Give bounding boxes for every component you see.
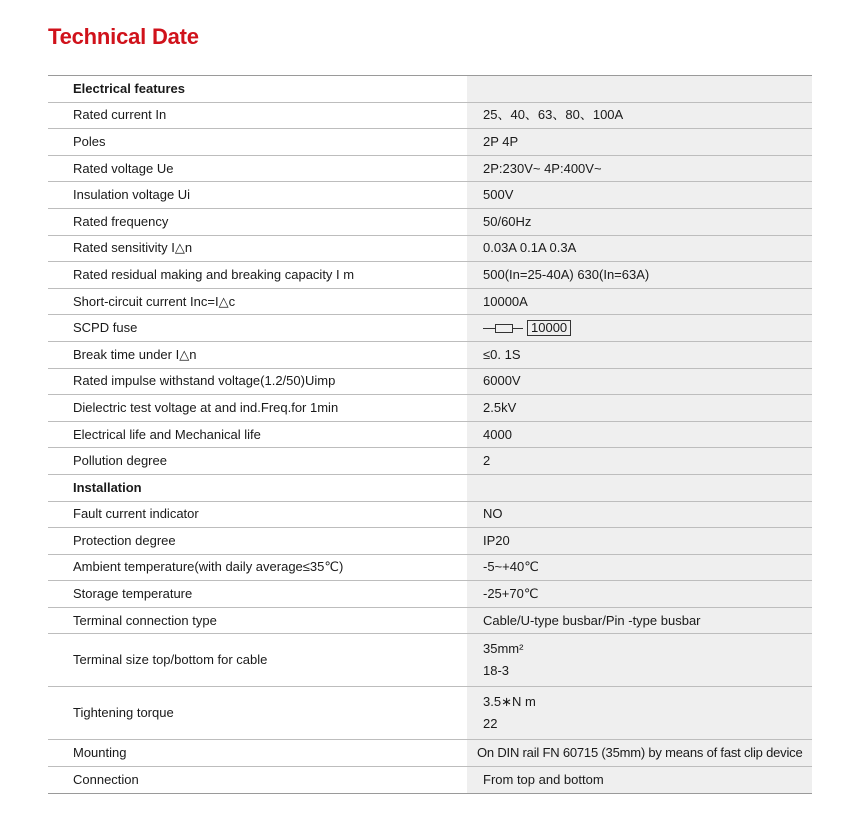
table-row bbox=[48, 395, 812, 422]
table-row bbox=[48, 528, 812, 555]
row-value: IP20 bbox=[467, 528, 812, 555]
row-value: 2 bbox=[467, 448, 812, 475]
row-value: 2P:230V~ 4P:400V~ bbox=[467, 155, 812, 182]
table-row bbox=[48, 129, 812, 156]
row-label: Rated sensitivity I△n bbox=[48, 235, 467, 262]
row-label: Ambient temperature(with daily average≤35℃) bbox=[48, 554, 467, 581]
row-label: Electrical life and Mechanical life bbox=[48, 421, 467, 448]
table-row bbox=[48, 102, 812, 129]
row-value: 3.5∗N m bbox=[483, 694, 536, 710]
row-value: 2P 4P bbox=[467, 129, 812, 156]
table-row bbox=[48, 767, 812, 794]
row-label: Connection bbox=[48, 767, 467, 794]
table-row bbox=[48, 554, 812, 581]
row-label: Rated voltage Ue bbox=[48, 155, 467, 182]
table-row bbox=[48, 740, 812, 767]
table-row bbox=[48, 581, 812, 608]
row-label: Rated impulse withstand voltage(1.2/50)Uimp bbox=[48, 368, 467, 395]
table-row bbox=[48, 235, 812, 262]
row-value-secondary: 18-3 bbox=[483, 663, 510, 679]
table-row bbox=[48, 182, 812, 209]
section-header-installation bbox=[48, 474, 812, 501]
row-value: 500V bbox=[467, 182, 812, 209]
row-value: 4000 bbox=[467, 421, 812, 448]
table-row bbox=[48, 501, 812, 528]
row-value: From top and bottom bbox=[467, 767, 812, 794]
table-row bbox=[48, 155, 812, 182]
section-heading: Electrical features bbox=[48, 76, 467, 103]
row-label: Terminal size top/bottom for cable bbox=[48, 634, 467, 687]
table-row bbox=[48, 368, 812, 395]
row-value: -5~+40℃ bbox=[467, 554, 812, 581]
table-row bbox=[48, 208, 812, 235]
row-value: 2.5kV bbox=[467, 395, 812, 422]
section-heading: Installation bbox=[48, 474, 467, 501]
row-value: ≤0. 1S bbox=[467, 341, 812, 368]
table-row bbox=[48, 315, 812, 342]
row-value: 50/60Hz bbox=[467, 208, 812, 235]
row-label: Rated frequency bbox=[48, 208, 467, 235]
row-value: NO bbox=[467, 501, 812, 528]
row-label: Rated current In bbox=[48, 102, 467, 129]
row-value: -25+70℃ bbox=[467, 581, 812, 608]
row-value: 25、40、63、80、100A bbox=[467, 102, 812, 129]
table-row bbox=[48, 448, 812, 475]
row-label: Tightening torque bbox=[48, 687, 467, 740]
row-label: Rated residual making and breaking capacity I m bbox=[48, 262, 467, 289]
table-row bbox=[48, 288, 812, 315]
table-row bbox=[48, 341, 812, 368]
row-value: On DIN rail FN 60715 (35mm) by means of fast clip device bbox=[467, 740, 812, 767]
row-label: Dielectric test voltage at and ind.Freq.for 1min bbox=[48, 395, 467, 422]
row-label: Poles bbox=[48, 129, 467, 156]
row-label: Fault current indicator bbox=[48, 501, 467, 528]
row-label: Terminal connection type bbox=[48, 607, 467, 634]
row-label: Short-circuit current Inc=I△c bbox=[48, 288, 467, 315]
fuse-symbol-icon bbox=[483, 323, 523, 333]
row-label: Mounting bbox=[48, 740, 467, 767]
row-value: 6000V bbox=[467, 368, 812, 395]
row-value: 10000 bbox=[527, 320, 571, 336]
section-header-electrical bbox=[48, 76, 812, 103]
row-label: SCPD fuse bbox=[48, 315, 467, 342]
table-row bbox=[48, 634, 812, 687]
row-label: Storage temperature bbox=[48, 581, 467, 608]
row-value: Cable/U-type busbar/Pin -type busbar bbox=[467, 607, 812, 634]
row-value-secondary: 22 bbox=[483, 716, 498, 732]
row-value: 10000A bbox=[467, 288, 812, 315]
table-row bbox=[48, 607, 812, 634]
technical-data-table bbox=[48, 75, 812, 794]
row-label: Insulation voltage Ui bbox=[48, 182, 467, 209]
table-row bbox=[48, 687, 812, 740]
row-label: Protection degree bbox=[48, 528, 467, 555]
row-label: Break time under I△n bbox=[48, 341, 467, 368]
table-row bbox=[48, 262, 812, 289]
row-value: 500(In=25-40A) 630(In=63A) bbox=[467, 262, 812, 289]
row-label: Pollution degree bbox=[48, 448, 467, 475]
row-value: 35mm² bbox=[483, 641, 524, 657]
page-title: Technical Date bbox=[48, 24, 199, 49]
table-row bbox=[48, 421, 812, 448]
row-value: 0.03A 0.1A 0.3A bbox=[467, 235, 812, 262]
